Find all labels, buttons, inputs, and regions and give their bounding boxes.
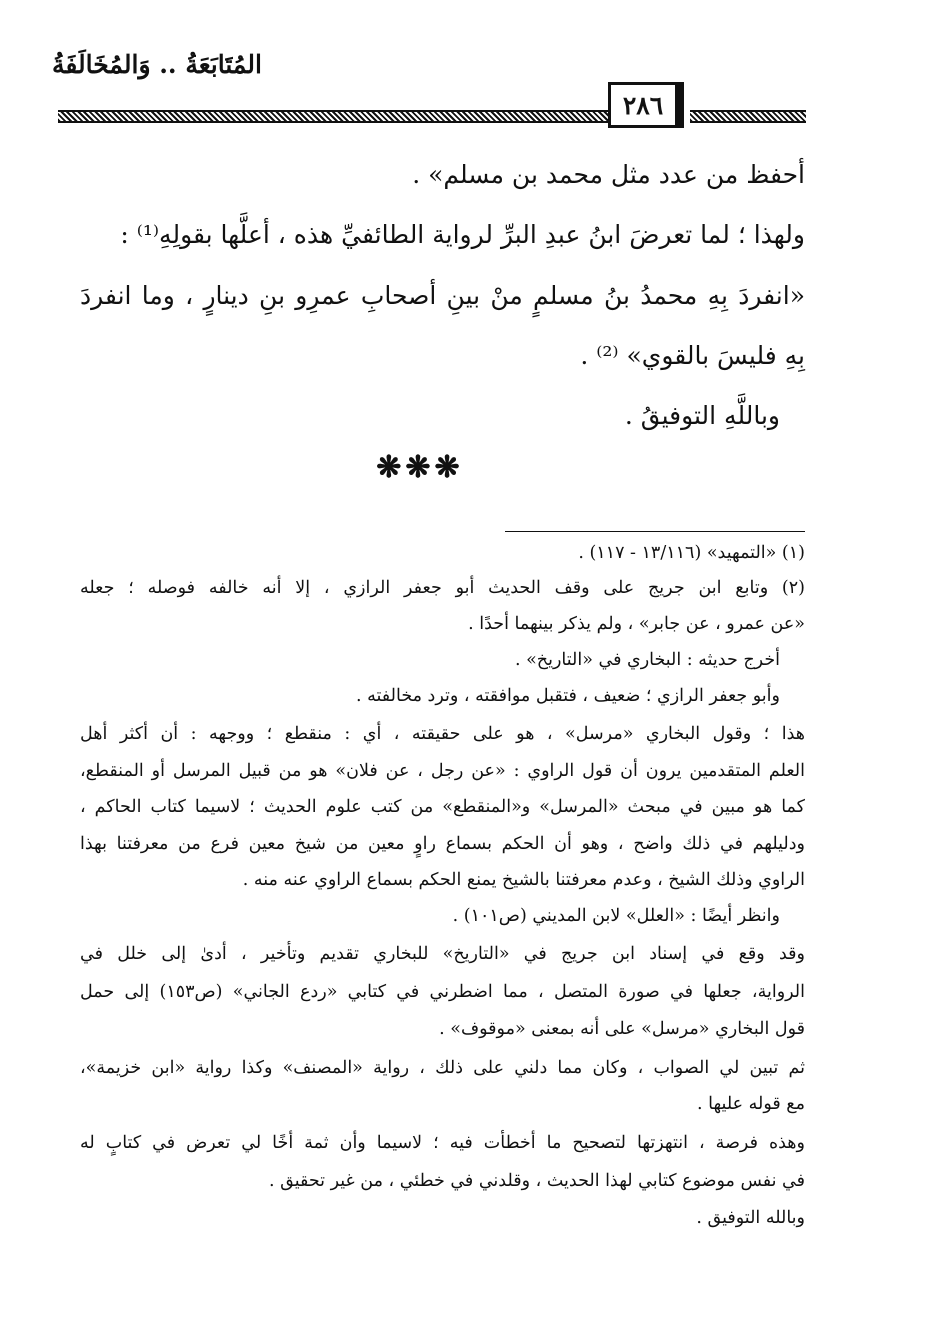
footnote-line: أخرج حديثه : البخاري في «التاريخ» . (514, 650, 780, 670)
header-rule-left (58, 110, 608, 123)
footnote-line: مع قوله عليها . (697, 1094, 805, 1114)
footnote-line: في نفس موضوع كتابي لهذا الحديث ، وقلدني في خطئي ، من غير تحقيق . (269, 1171, 805, 1191)
main-line: «انفردَ بِهِ محمدُ بنُ مسلمٍ منْ بينِ أصحابِ عمرِو بنِ دينارٍ ، وما انفردَ (80, 281, 805, 310)
footnote-line: (١) «التمهيد» (١٣/١١٦ - ١١٧) . (578, 543, 805, 563)
footnote-line: الرواية، جعلها في صورة المتصل ، مما اضطرني في كتابي «ردع الجاني» (ص١٥٣) إلى حمل (80, 982, 805, 1002)
main-line: وباللَّهِ التوفيقُ . (624, 401, 780, 430)
footnote-line: وأبو جعفر الرازي ؛ ضعيف ، فتقبل موافقته ، وترد مخالفته . (356, 686, 780, 706)
main-line: أحفظ من عدد مثل محمد بن مسلم» . (412, 160, 805, 189)
footnote-line: قول البخاري «مرسل» على أنه بمعنى «موقوف» . (439, 1019, 805, 1039)
footnote-line: (٢) وتابع ابن جريج على وقف الحديث أبو جعفر الرازي ، إلا أنه خالفه فوصله ؛ جعله (80, 578, 805, 598)
footnote-line: الراوي وذلك الشيخ ، وعدم معرفتنا بالشيخ يمنع الحكم بسماع الراوي عنه منه . (242, 870, 805, 890)
main-line: بِهِ فليسَ بالقوي» ⁽²⁾ . (580, 341, 805, 370)
section-separator: ❋❋❋ (376, 450, 464, 485)
page-number (608, 82, 684, 128)
footnote-line: ودليلهم في ذلك واضح ، وهو أن الحكم بسماع راوٍ معين من شيخ معين فرع من معرفتنا بهذا (80, 834, 805, 854)
footnote-line: «عن عمرو ، عن جابر» ، ولم يذكر بينهما أحدًا . (468, 614, 805, 634)
footnote-line: وانظر أيضًا : «العلل» لابن المديني (ص١٠١) . (452, 906, 780, 926)
footnote-rule (505, 531, 805, 532)
footnote-line: العلم المتقدمين يرون أن قول الراوي : «عن رجل ، عن فلان» هو من قبيل المرسل أو المنقطع، (80, 761, 805, 781)
footnote-line: وقد وقع في إسناد ابن جريج في «التاريخ» للبخاري تقديم وتأخير ، أدىٰ إلى خلل في (80, 944, 805, 964)
footnote-line: ثم تبين لي الصواب ، وكان مما دلني على ذلك ، رواية «المصنف» وكذا رواية «ابن خزيمة»، (80, 1058, 805, 1078)
main-line: ولهذا ؛ لما تعرضَ ابنُ عبدِ البرِّ لرواية الطائفيِّ هذه ، أعلَّها بقولِهِ⁽¹⁾ : (120, 220, 805, 249)
footnote-line: هذا ؛ وقول البخاري «مرسل» ، هو على حقيقته ، أي : منقطع ؛ ووجهه : أن أكثر أهل (80, 724, 805, 744)
footnote-line: كما هو مبين في مبحث «المرسل» و«المنقطع» من كتب علوم الحديث ؛ لاسيما كتاب الحاكم ، (80, 797, 805, 817)
header-rule-right (690, 110, 806, 123)
footnote-line: وبالله التوفيق . (696, 1208, 805, 1228)
page-number-text: ٢٨٦ (622, 90, 664, 120)
running-header-title: المُتَابَعَةُ .. وَالمُخَالَفَةُ (52, 50, 262, 79)
footnote-line: وهذه فرصة ، انتهزتها لتصحيح ما أخطأت فيه ؛ لاسيما وأن ثمة أخًا لي تعرض في كتابٍ له (80, 1133, 805, 1153)
